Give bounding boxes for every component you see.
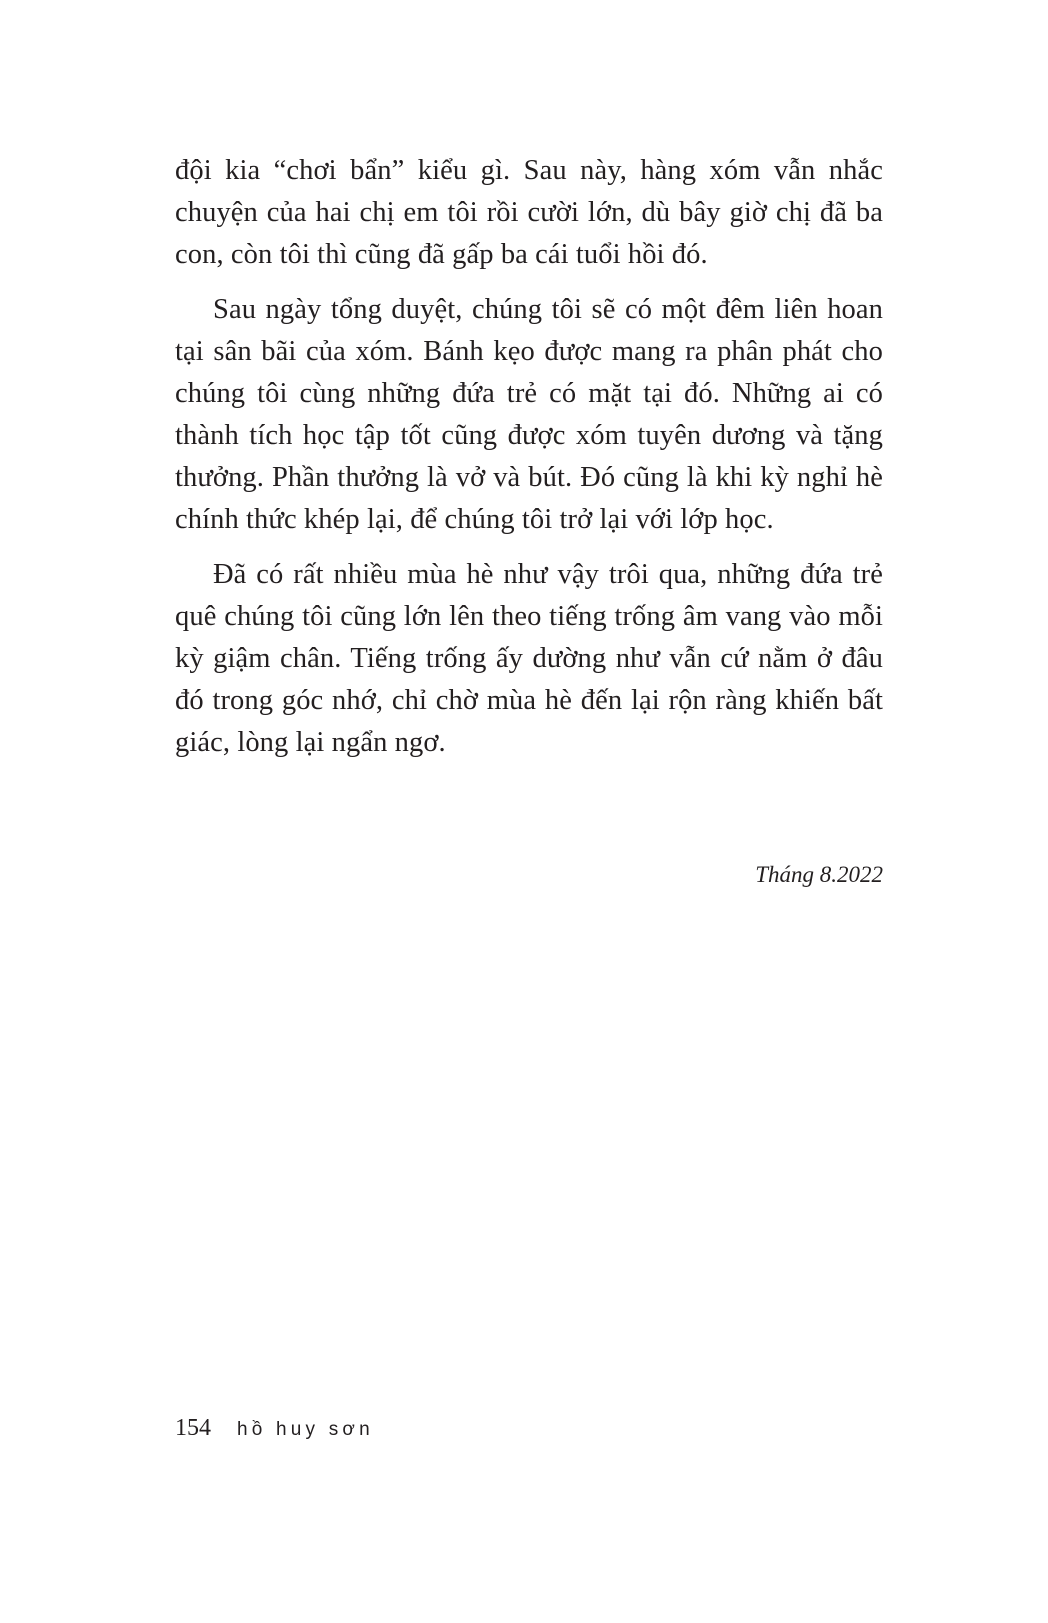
paragraph-3: Đã có rất nhiều mùa hè như vậy trôi qua, những đứa trẻ quê chúng tôi cũng lớn lên theo tiếng trống âm vang vào mỗi kỳ giậm chân. Tiếng trống ấy dường như vẫn cứ nằm ở đâu đó trong góc nhớ, chỉ chờ mùa hè đến lại rộn ràng khiến bất giác, lòng lại ngẩn ngơ. (175, 559, 883, 758)
page-body-text (175, 150, 883, 777)
essay-date: Tháng 8.2022 (755, 862, 883, 887)
paragraph-1: đội kia “chơi bẩn” kiểu gì. Sau này, hàng xóm vẫn nhắc chuyện của hai chị em tôi rồi cười lớn, dù bây giờ chị đã ba con, còn tôi thì cũng đã gấp ba cái tuổi hồi đó. (175, 155, 883, 270)
running-author-name: hồ huy sơn (237, 1419, 374, 1440)
page-number: 154 (175, 1415, 211, 1441)
page-footer (175, 1412, 374, 1446)
paragraph-2: Sau ngày tổng duyệt, chúng tôi sẽ có một đêm liên hoan tại sân bãi của xóm. Bánh kẹo được mang ra phân phát cho chúng tôi cùng những đứa trẻ có mặt tại đó. Những ai có thành tích học tập tốt cũng được xóm tuyên dương và tặng thưởng. Phần thưởng là vở và bút. Đó cũng là khi kỳ nghỉ hè chính thức khép lại, để chúng tôi trở lại với lớp học. (175, 294, 883, 535)
